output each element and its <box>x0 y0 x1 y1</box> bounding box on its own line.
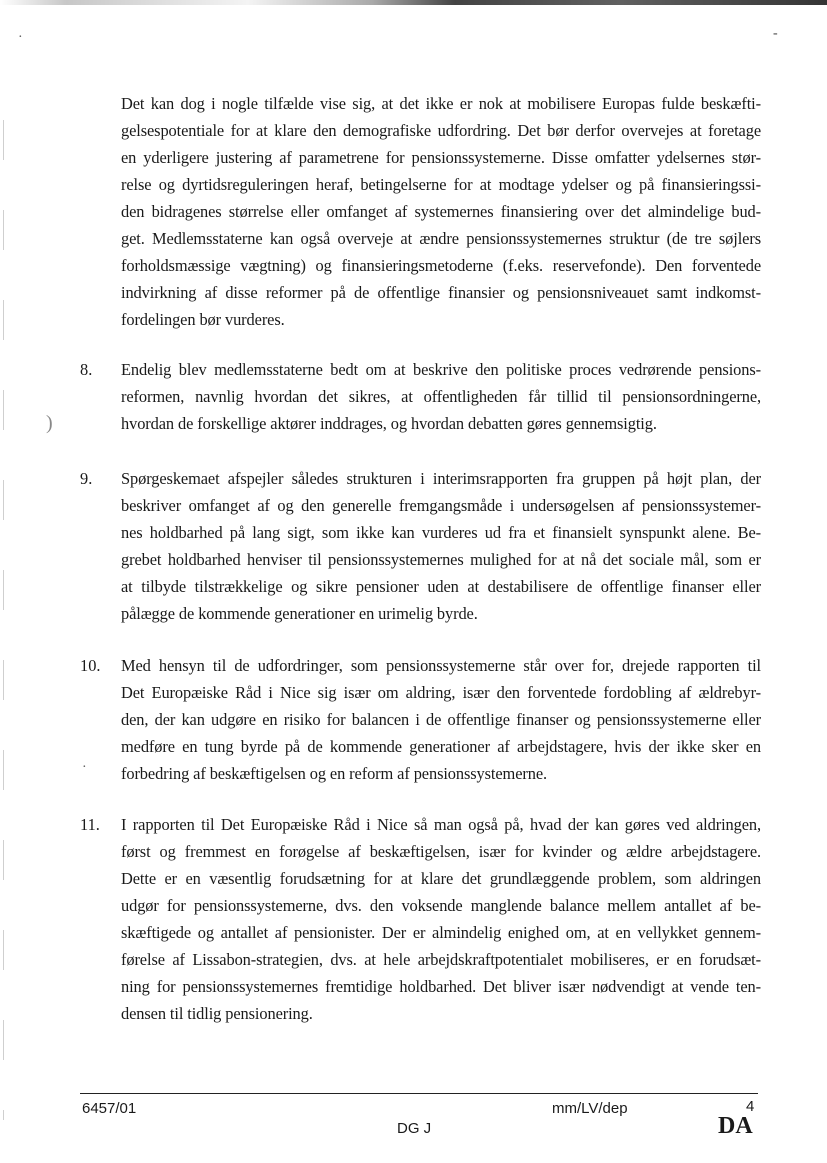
text-line: Det kan dog i nogle tilfælde vise sig, at det ikke er nok at mobilisere Europas fulde beskæfti- <box>121 94 761 113</box>
text-line: fordelingen bør vurderes. <box>121 310 285 329</box>
item-number: 8. <box>80 360 93 379</box>
directorate-general: DG J <box>397 1120 432 1137</box>
text-line: grebet holdbarhed henviser til pensionssystemernes mulighed for at nå det sociale mål, som er <box>121 550 761 569</box>
punch-hole-mark: ) <box>46 412 53 434</box>
text-line: den bidragenes størrelse eller omfanget af systemernes finansiering over det almindelige bud- <box>121 202 761 221</box>
item-number: 10. <box>80 656 101 675</box>
reference-code: mm/LV/dep <box>552 1100 628 1117</box>
text-line: gelsespotentiale for at klare den demografiske udfordring. Det bør derfor overvejes at foretage <box>121 121 761 140</box>
text-line: Med hensyn til de udfordringer, som pensionssystemerne står over for, drejede rapporten til <box>121 656 761 675</box>
item-paragraph <box>121 811 761 1027</box>
item-number: 9. <box>80 469 93 488</box>
scan-speck: · <box>18 30 23 45</box>
intro-paragraph <box>121 90 761 333</box>
item-paragraph <box>121 356 761 437</box>
text-line: at tilbyde tilstrækkelige og sikre pensioner uden at destabilisere de offentlige finanser eller <box>121 577 761 596</box>
page-number: 4 <box>746 1098 755 1115</box>
footer-divider <box>80 1093 758 1094</box>
text-line: nes holdbarhed på lang sigt, som ikke kan vurderes ud fra et finansielt synspunkt alene. Be- <box>121 523 761 542</box>
text-line: get. Medlemsstaterne kan også overveje at ændre pensionssystemernes struktur (de tre søjlers <box>121 229 761 248</box>
language-code: DA <box>718 1113 753 1139</box>
text-line: reformen, navnlig hvordan det sikres, at offentligheden får tillid til pensionsordningerne, <box>121 387 761 406</box>
text-line: først og fremmest en forøgelse af beskæftigelsen, især for kvinder og ældre arbejdstagere. <box>121 842 761 861</box>
item-paragraph <box>121 465 761 627</box>
scan-speck: · <box>82 760 87 775</box>
text-line: beskriver omfanget af og den generelle fremgangsmåde i undersøgelsen af pensionssystemer- <box>121 496 761 515</box>
text-line: en yderligere justering af parametrene for pensionssystemerne. Disse omfatter ydelsernes stør- <box>121 148 761 167</box>
text-line: Dette er en væsentlig forudsætning for at klare det grundlæggende problem, som aldringen <box>121 869 761 888</box>
scan-edge-top <box>0 0 827 5</box>
item-paragraph <box>121 652 761 787</box>
text-line: ning for pensionssystemernes fremtidige holdbarhed. Det bliver især nødvendigt at vende ten- <box>121 977 761 996</box>
document-number: 6457/01 <box>82 1100 137 1117</box>
text-line: relse og dyrtidsreguleringen heraf, betingelserne for at modtage ydelser og på finansieringssi- <box>121 175 761 194</box>
text-line: Spørgeskemaet afspejler således strukturen i interimsrapporten fra gruppen på højt plan, der <box>121 469 761 488</box>
text-line: Det Europæiske Råd i Nice sig især om aldring, især den forventede fordobling af ældrebyr- <box>121 683 761 702</box>
text-line: førelse af Lissabon-strategien, dvs. at hele arbejdskraftpotentialet mobiliseres, er en forudsæt- <box>121 950 761 969</box>
scan-edge-left <box>3 120 4 1120</box>
text-line: hvordan de forskellige aktører inddrages, og hvordan debatten gøres gennemsigtig. <box>121 414 657 433</box>
scan-speck: - <box>773 26 778 41</box>
text-line: forholdsmæssige vægtning) og finansieringsmetoderne (f.eks. reservefonde). Den forventede <box>121 256 761 275</box>
text-line: I rapporten til Det Europæiske Råd i Nice så man også på, hvad der kan gøres ved aldringen, <box>121 815 761 834</box>
text-line: den, der kan udgøre en risiko for balancen i de offentlige finanser og pensionssystemerne eller <box>121 710 761 729</box>
text-line: medføre en tung byrde på de kommende generationer af arbejdstagere, hvis der ikke sker en <box>121 737 761 756</box>
text-line: densen til tidlig pensionering. <box>121 1004 313 1023</box>
text-line: forbedring af beskæftigelsen og en reform af pensionssystemerne. <box>121 764 547 783</box>
text-line: skæftigede og antallet af pensionister. Der er almindelig enighed om, at en vellykket gennem- <box>121 923 761 942</box>
text-line: udgør for pensionssystemerne, dvs. den voksende manglende balance mellem antallet af be- <box>121 896 761 915</box>
text-line: pålægge de kommende generationer en urimelig byrde. <box>121 604 478 623</box>
text-line: indvirkning af disse reformer på de offentlige finansier og pensionsniveauet samt indkomst- <box>121 283 761 302</box>
text-line: Endelig blev medlemsstaterne bedt om at beskrive den politiske proces vedrørende pensions- <box>121 360 761 379</box>
item-number: 11. <box>80 815 100 834</box>
